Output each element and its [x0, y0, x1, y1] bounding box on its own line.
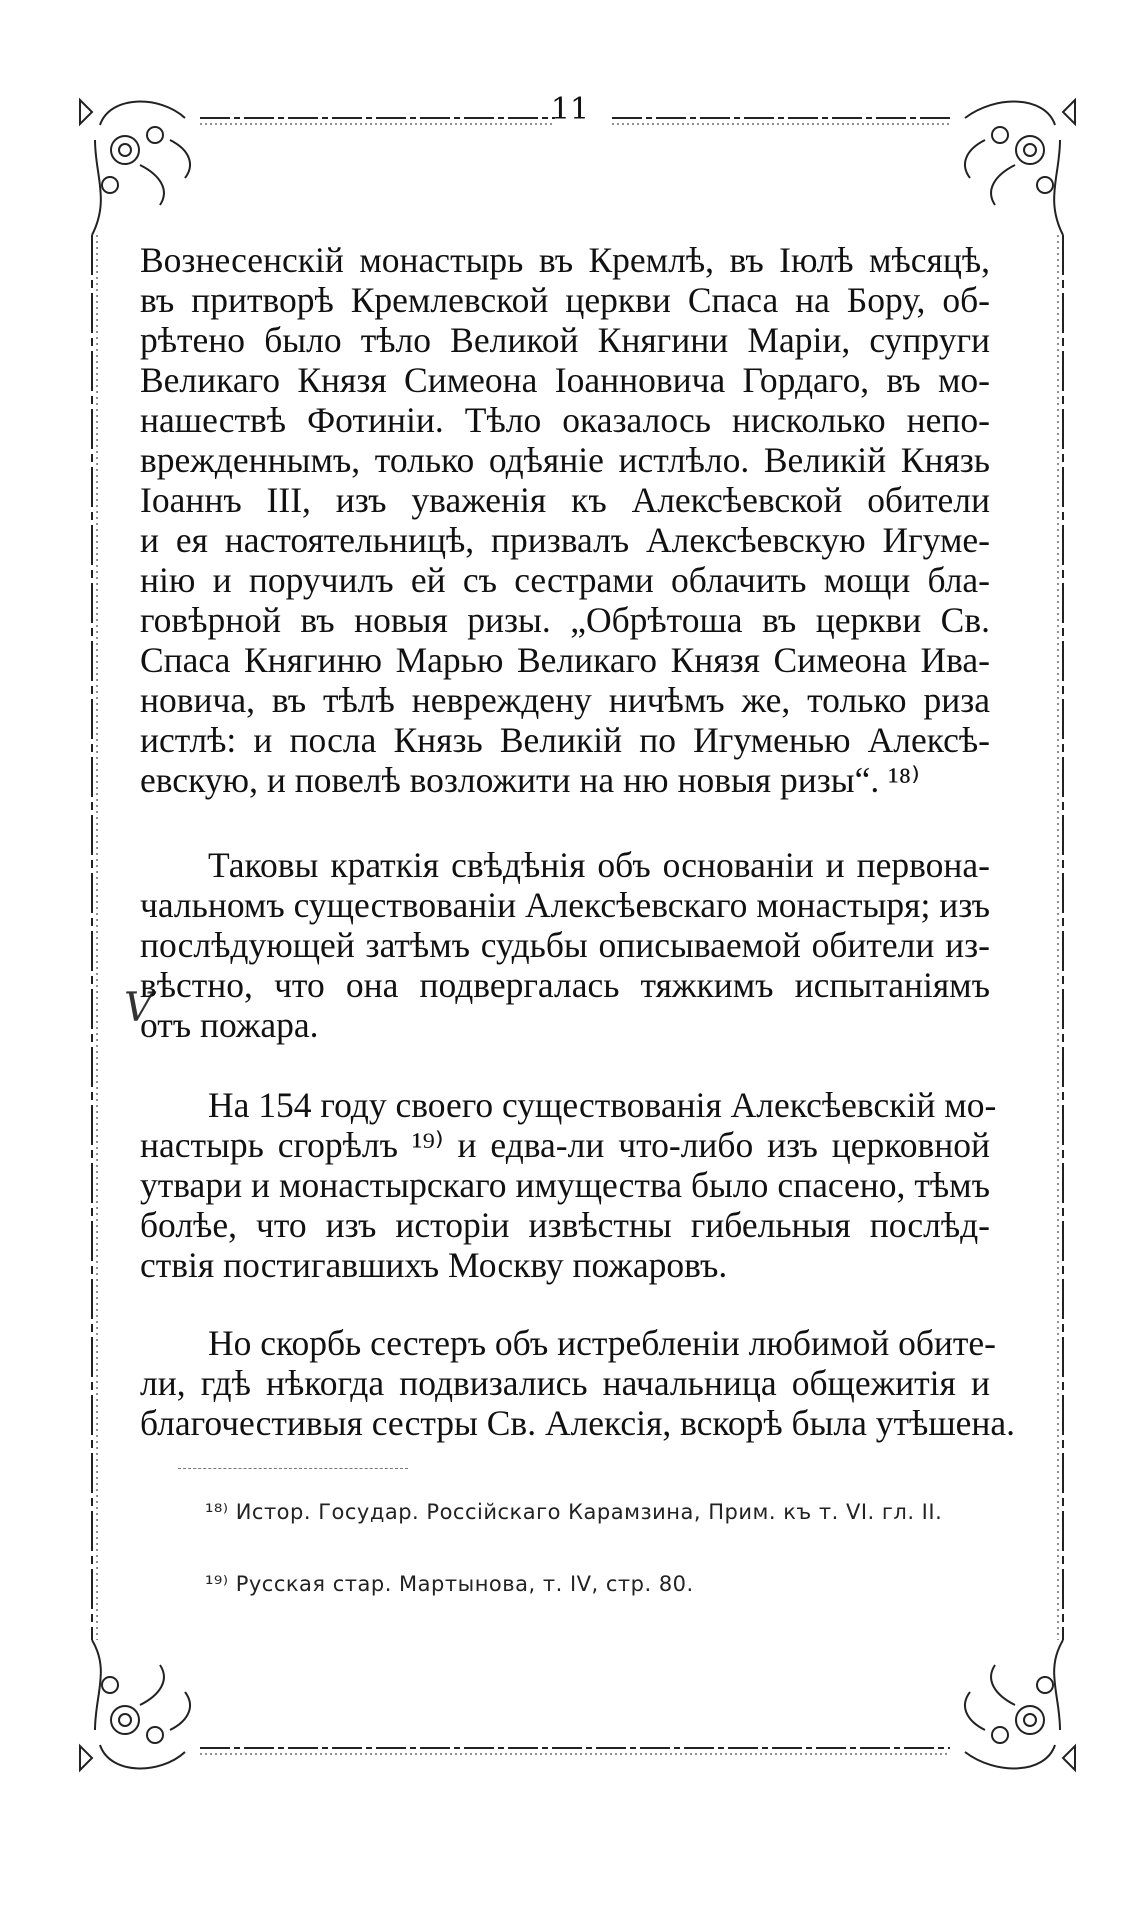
text-line: утвари и монастырскаго имущества было спасено, тѣмъ	[140, 1165, 990, 1205]
text-line: Іоаннъ III, изъ уваженія къ Алексѣевской обители	[140, 480, 990, 520]
footnote-mark: ¹⁸⁾	[205, 1500, 229, 1524]
text-line: послѣдующей затѣмъ судьбы описываемой обители из-	[140, 925, 990, 965]
text-line: Спаса Княгиню Марью Великаго Князя Симеона Ива-	[140, 640, 990, 680]
handwritten-margin-mark: V	[124, 985, 153, 1031]
text-line: и ея настоятельницѣ, призвалъ Алексѣевскую Игуме-	[140, 520, 990, 560]
text-line: въ притворѣ Кремлевской церкви Спаса на Бору, об-	[140, 280, 990, 320]
text-line: ствія постигавшихъ Москву пожаровъ.	[140, 1245, 728, 1285]
paragraph-4	[140, 1323, 1016, 1443]
paragraph-1	[140, 240, 990, 800]
page-number: 11	[550, 92, 590, 127]
footnote-19	[205, 1572, 995, 1596]
text-line: Великаго Князя Симеона Іоанновича Гордаго, въ мо-	[140, 360, 990, 400]
text-line: благочестивыя сестры Св. Алексія, вскорѣ была утѣшена.	[140, 1403, 1016, 1443]
text-line: болѣе, что изъ исторіи извѣстны гибельныя послѣд-	[140, 1205, 990, 1245]
paragraph-3	[140, 1085, 997, 1285]
text-line: чальномъ существованіи Алексѣевскаго монастыря; изъ	[140, 885, 990, 925]
text-line: настырь сгорѣлъ ¹⁹⁾ и едва-ли что-либо изъ церковной	[140, 1125, 990, 1165]
paragraph-2	[140, 845, 990, 1045]
text-line: новича, въ тѣлѣ невреждену ничѣмъ же, только риза	[140, 680, 990, 720]
footnote-mark: ¹⁹⁾	[205, 1572, 229, 1596]
text-line: нашествѣ Фотиніи. Тѣло оказалось нисколько непо-	[140, 400, 990, 440]
text-line: врежденнымъ, только одѣяніе истлѣло. Великій Князь	[140, 440, 990, 480]
text-line: рѣтено было тѣло Великой Княгини Маріи, супруги	[140, 320, 990, 360]
text-line: Таковы краткія свѣдѣнія объ основаніи и первона-	[208, 845, 990, 885]
text-line: Вознесенскій монастырь въ Кремлѣ, въ Іюлѣ мѣсяцѣ,	[140, 240, 990, 280]
text-line: ли, гдѣ нѣкогда подвизались начальница общежитія и	[140, 1363, 990, 1403]
text-line: вѣстно, что она подвергалась тяжкимъ испытаніямъ	[140, 965, 990, 1005]
text-line: говѣрной въ новыя ризы. „Обрѣтоша въ церкви Св.	[140, 600, 990, 640]
text-line: Но скорбь сестеръ объ истребленіи любимой обите-	[208, 1323, 996, 1363]
footnote-text: Русская стар. Мартынова, т. IV, стр. 80.	[235, 1572, 694, 1596]
corner-ornament-bottom-right	[965, 1640, 1075, 1770]
corner-ornament-bottom-left	[80, 1640, 190, 1770]
text-line: отъ пожара.	[140, 1005, 319, 1045]
footnote-divider	[178, 1468, 408, 1469]
text-line: истлѣ: и посла Князь Великій по Игуменью Алексѣ-	[140, 720, 990, 760]
text-line: евскую, и повелѣ возложити на ню новыя ризы“. ¹⁸⁾	[140, 760, 920, 800]
footnote-18	[205, 1500, 995, 1524]
text-line: нію и поручилъ ей съ сестрами облачить мощи бла-	[140, 560, 990, 600]
text-line: На 154 году своего существованія Алексѣевскій мо-	[208, 1085, 997, 1125]
footnote-text: Истор. Государ. Россійскаго Карамзина, Прим. къ т. VI. гл. II.	[235, 1500, 943, 1524]
